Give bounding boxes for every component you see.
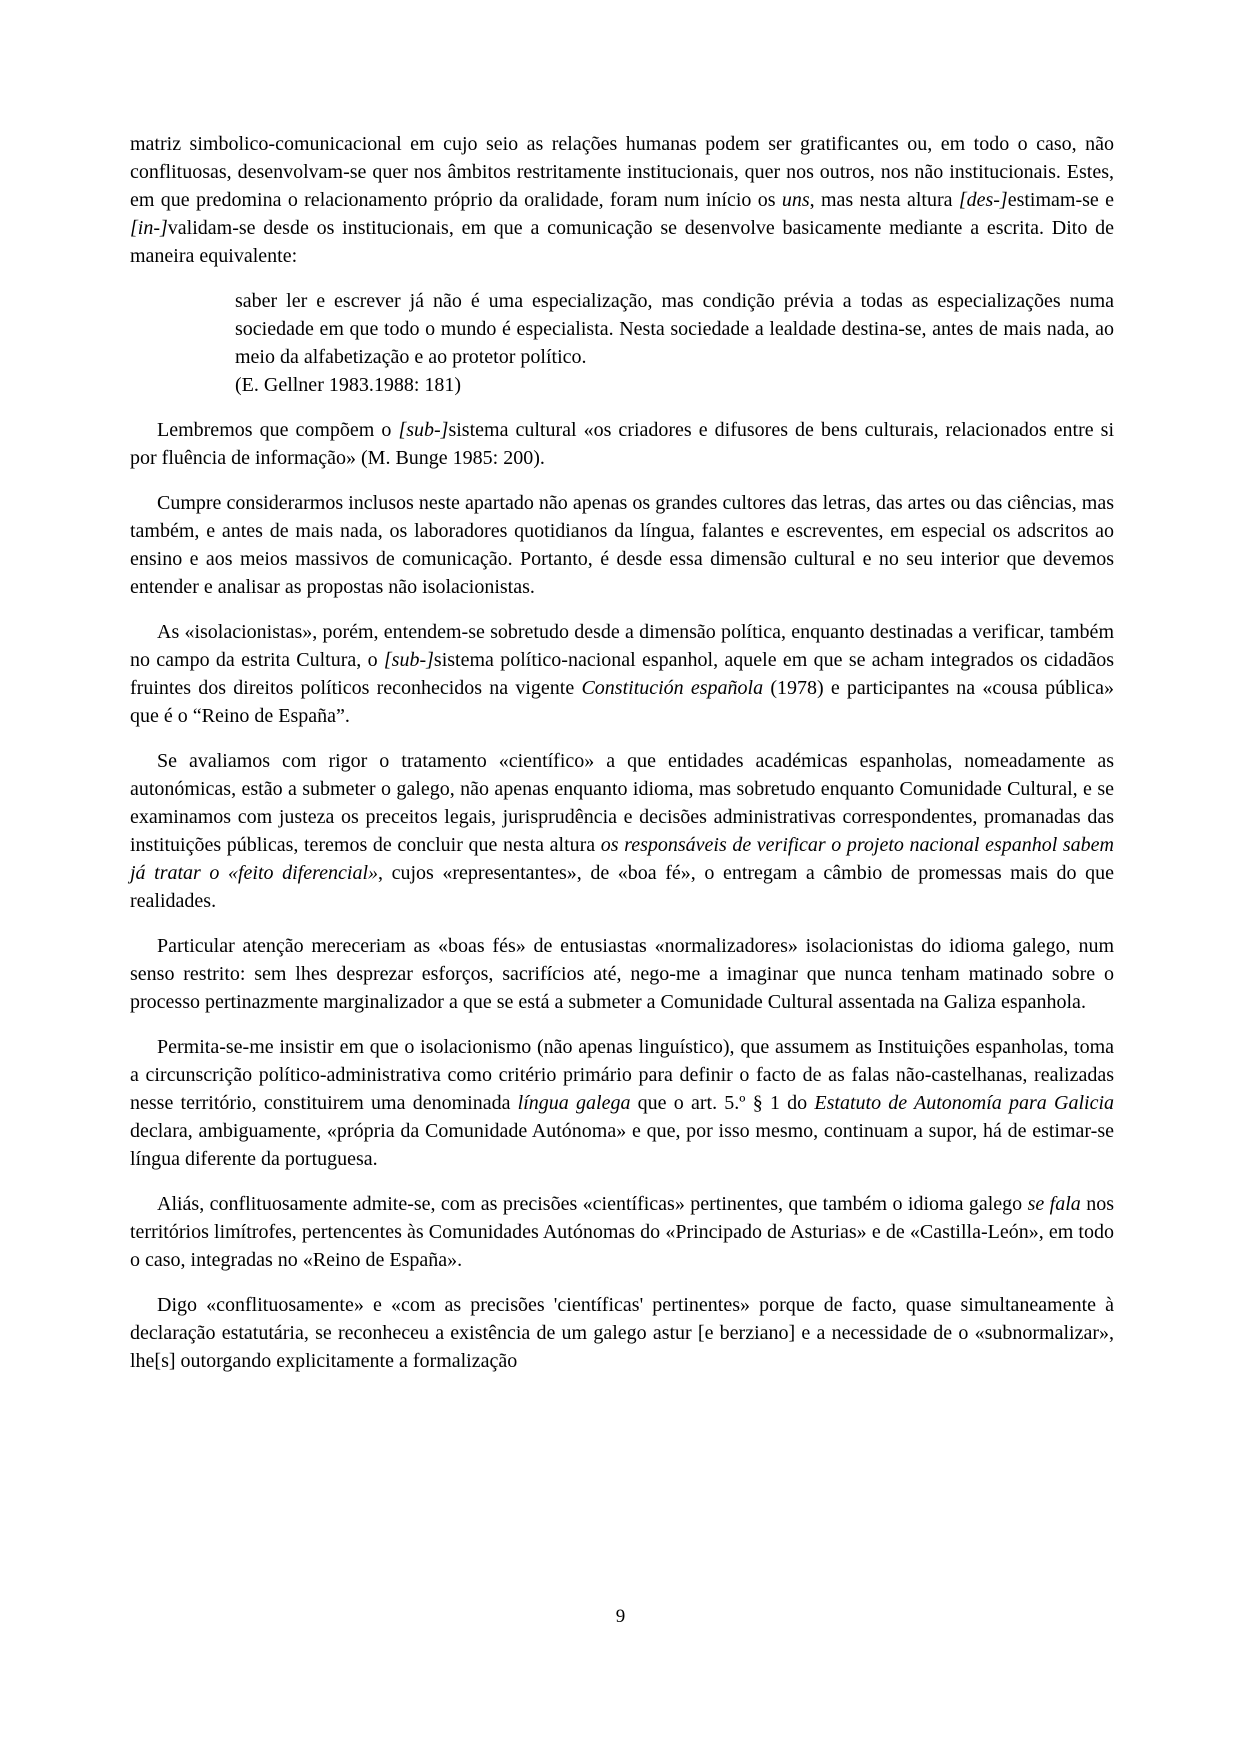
text-run: Se avaliamos com rigor o tratamento «científico» a que entidades académicas espanholas, nomeadamente as autonómicas, estão a submeter o galego, não apenas enquanto idioma, mas sobretudo enquanto Comunidade Cultural, e se examinamos com justeza os preceitos legais, jurisprudência e decisões administrativas correspondentes, promanadas das instituições públicas, teremos de concluir que nesta altura xyxy=(130,750,1114,856)
text-run: (E. Gellner 1983.1988: 181) xyxy=(235,374,462,396)
paragraph xyxy=(130,1190,1114,1274)
italic-run: língua galega xyxy=(517,1092,631,1114)
text-run: que o art. 5.º § 1 do xyxy=(630,1092,815,1114)
quote-citation xyxy=(130,371,1114,399)
italic-run: [sub-] xyxy=(383,649,434,671)
block-quote xyxy=(130,287,1114,371)
paragraph xyxy=(130,932,1114,1016)
text-run: saber ler e escrever já não é uma especialização, mas condição prévia a todas as especializações numa sociedade em que todo o mundo é especialista. Nesta sociedade a lealdade destina-se, antes de mais nada, ao meio da alfabetização e ao protetor político. xyxy=(235,290,1114,368)
text-run: sistema político-nacional espanhol, aquele em que se acham integrados os cidadãos fruintes dos direitos políticos reconhecidos na vigente xyxy=(130,649,1114,699)
text-run: Permita-se-me insistir em que o isolacionismo (não apenas linguístico), que assumem as Instituições espanholas, toma a circunscrição político-administrativa como critério primário para definir o facto de as falas não-castelhanas, realizadas nesse território, constituirem uma denominada xyxy=(130,1036,1114,1114)
italic-run: uns xyxy=(781,189,810,211)
text-run: validam-se desde os institucionais, em que a comunicação se desenvolve basicamente mediante a escrita. Dito de maneira equivalente: xyxy=(130,217,1114,267)
italic-run: Constitución española xyxy=(581,677,764,699)
text-run: , mas nesta altura xyxy=(809,189,959,211)
text-run: Cumpre considerarmos inclusos neste apartado não apenas os grandes cultores das letras, das artes ou das ciências, mas também, e antes de mais nada, os laboradores quotidianos da língua, falantes e escreventes, em especial os adscritos ao ensino e aos meios massivos de comunicação. Portanto, é desde essa dimensão cultural e no seu interior que devemos entender e analisar as propostas não isolacionistas. xyxy=(130,492,1114,598)
paragraph xyxy=(130,489,1114,601)
page-content xyxy=(130,130,1114,1392)
text-run: nos territórios limítrofes, pertencentes às Comunidades Autónomas do «Principado de Asturias» e de «Castilla-León», em todo o caso, integradas no «Reino de España». xyxy=(130,1193,1114,1271)
paragraph xyxy=(130,1291,1114,1375)
text-run: matriz simbolico-comunicacional em cujo seio as relações humanas podem ser gratificantes ou, em todo o caso, não conflituosas, desenvolvam-se quer nos âmbitos restritamente institucionais, quer nos outros, nos não institucionais. Estes, em que predomina o relacionamento próprio da oralidade, foram num início os xyxy=(130,133,1114,211)
italic-run: [in-] xyxy=(130,217,168,239)
text-run: estimam-se e xyxy=(1007,189,1114,211)
italic-run: [des-] xyxy=(958,189,1008,211)
italic-run: os responsáveis de verificar o projeto nacional espanhol sabem já tratar o «feito diferencial» xyxy=(130,834,1115,884)
text-run: Digo «conflituosamente» e «com as precisões 'científicas' pertinentes» porque de facto, quase simultaneamente à declaração estatutária, se reconheceu a existência de um galego astur [e berziano] e a necessidade de o «subnormalizar», lhe[s] outorgando explicitamente a formalização xyxy=(130,1294,1114,1372)
page-number: 9 xyxy=(615,1606,626,1627)
paragraph xyxy=(130,1033,1114,1173)
text-run: (1978) e participantes na «cousa pública» que é o “Reino de España”. xyxy=(130,677,1114,727)
text-run: As «isolacionistas», porém, entendem-se sobretudo desde a dimensão política, enquanto destinadas a verificar, também no campo da estrita Cultura, o xyxy=(130,621,1114,671)
paragraph xyxy=(130,747,1114,915)
italic-run: [sub-] xyxy=(398,419,449,441)
paragraph xyxy=(130,416,1114,472)
italic-run: se fala xyxy=(1027,1193,1081,1215)
text-run: declara, ambiguamente, «própria da Comunidade Autónoma» e que, por isso mesmo, continuam a supor, há de estimar-se língua diferente da portuguesa. xyxy=(130,1120,1114,1170)
paragraph xyxy=(130,130,1114,270)
text-run: Lembremos que compõem o xyxy=(157,419,399,441)
text-run: Aliás, conflituosamente admite-se, com as precisões «científicas» pertinentes, que também o idioma galego xyxy=(157,1193,1028,1215)
text-run: , cujos «representantes», de «boa fé», o entregam a câmbio de promessas mais do que realidades. xyxy=(130,862,1114,912)
text-run: Particular atenção mereceriam as «boas fés» de entusiastas «normalizadores» isolacionistas do idioma galego, num senso restrito: sem lhes desprezar esforços, sacrifícios até, nego-me a imaginar que nunca tenham matinado sobre o processo pertinazmente marginalizador a que se está a submeter a Comunidade Cultural assentada na Galiza espanhola. xyxy=(130,935,1114,1013)
paragraph xyxy=(130,618,1114,730)
italic-run: Estatuto de Autonomía para Galicia xyxy=(814,1092,1115,1114)
text-run: sistema cultural «os criadores e difusores de bens culturais, relacionados entre si por fluência de informação» (M. Bunge 1985: 200). xyxy=(130,419,1115,469)
